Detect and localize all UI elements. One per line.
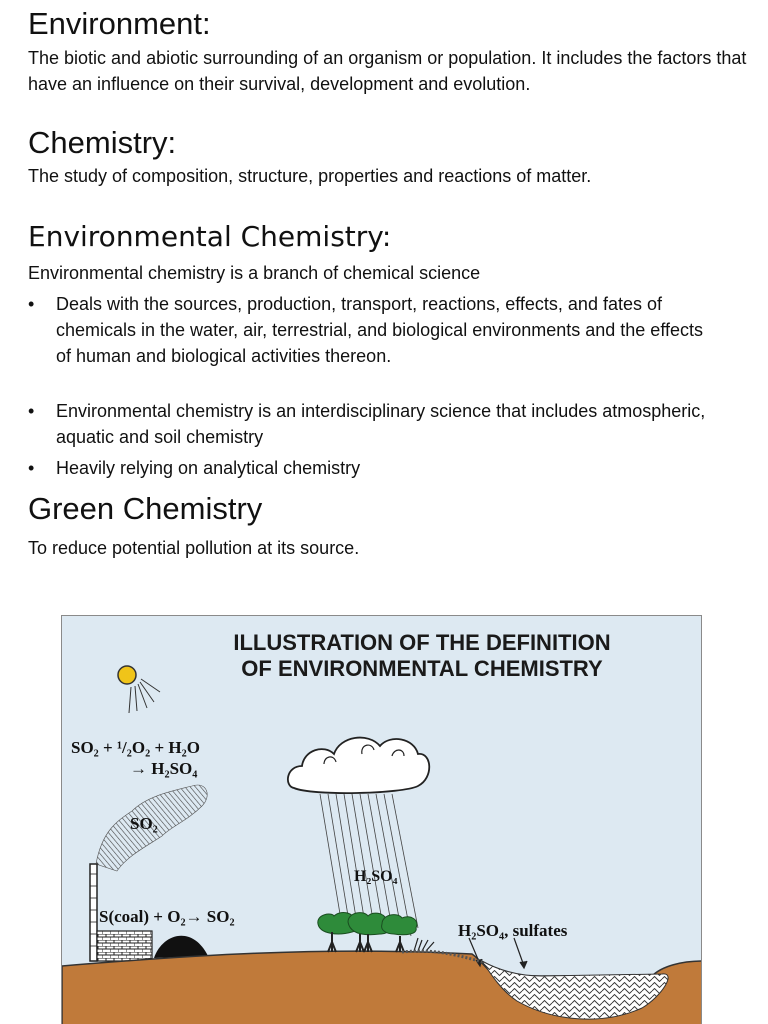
rain-cloud: [288, 738, 429, 794]
bullet-item-3: [28, 455, 708, 481]
bullet-text: Environmental chemistry is an interdisciplinary science that includes atmospheric, aquatic and soil chemistry: [56, 401, 706, 447]
environmental-chemistry-illustration: [61, 615, 702, 1024]
smokestack: [90, 864, 97, 961]
factory-building: [97, 931, 152, 961]
rain-label: H₂SO₄: [354, 868, 398, 885]
illustration-title-line-2: OF ENVIRONMENTAL CHEMISTRY: [241, 656, 603, 681]
heading-green-chemistry: Green Chemistry: [28, 491, 263, 526]
bullet-symbol: •: [28, 458, 35, 478]
text-green-chemistry-definition: To reduce potential pollution at its source.: [28, 538, 360, 558]
bullet-symbol: •: [28, 294, 35, 314]
heading-environmental-chemistry: Environmental Chemistry:: [28, 220, 392, 253]
heading-chemistry: Chemistry:: [28, 125, 177, 160]
smoke-label: SO₂: [130, 814, 158, 833]
equation-oxidation-line-2: → H₂SO₄: [130, 759, 198, 778]
trees: [318, 913, 417, 952]
coal-pile: [154, 936, 208, 958]
equation-combustion: S(coal) + O₂→ SO₂: [99, 907, 235, 926]
equation-oxidation-line-1: SO₂ + ¹/₂O₂ + H₂O: [71, 738, 200, 757]
text-environment-definition: The biotic and abiotic surrounding of an organism or population. It includes the factors that have an influence on their survival, development and evolution.: [28, 48, 747, 94]
illustration-title-line-1: ILLUSTRATION OF THE DEFINITION: [233, 630, 611, 655]
bullet-symbol: •: [28, 401, 35, 421]
illustration-title: [62, 630, 682, 682]
heading-environment: Environment:: [28, 6, 211, 41]
bullet-item-1: [28, 291, 708, 369]
text-chemistry-definition: The study of composition, structure, properties and reactions of matter.: [28, 166, 592, 186]
bullet-text: Heavily relying on analytical chemistry: [56, 458, 361, 478]
bullet-item-2: [28, 398, 708, 450]
bullet-text: Deals with the sources, production, transport, reactions, effects, and fates of chemicals in the water, air, terrestrial, and biological environments and the effects of human and biological activities thereon.: [56, 294, 704, 366]
text-environmental-chemistry-intro: Environmental chemistry is a branch of chemical science: [28, 263, 481, 283]
lake-label: H₂SO₄, sulfates: [458, 921, 568, 940]
